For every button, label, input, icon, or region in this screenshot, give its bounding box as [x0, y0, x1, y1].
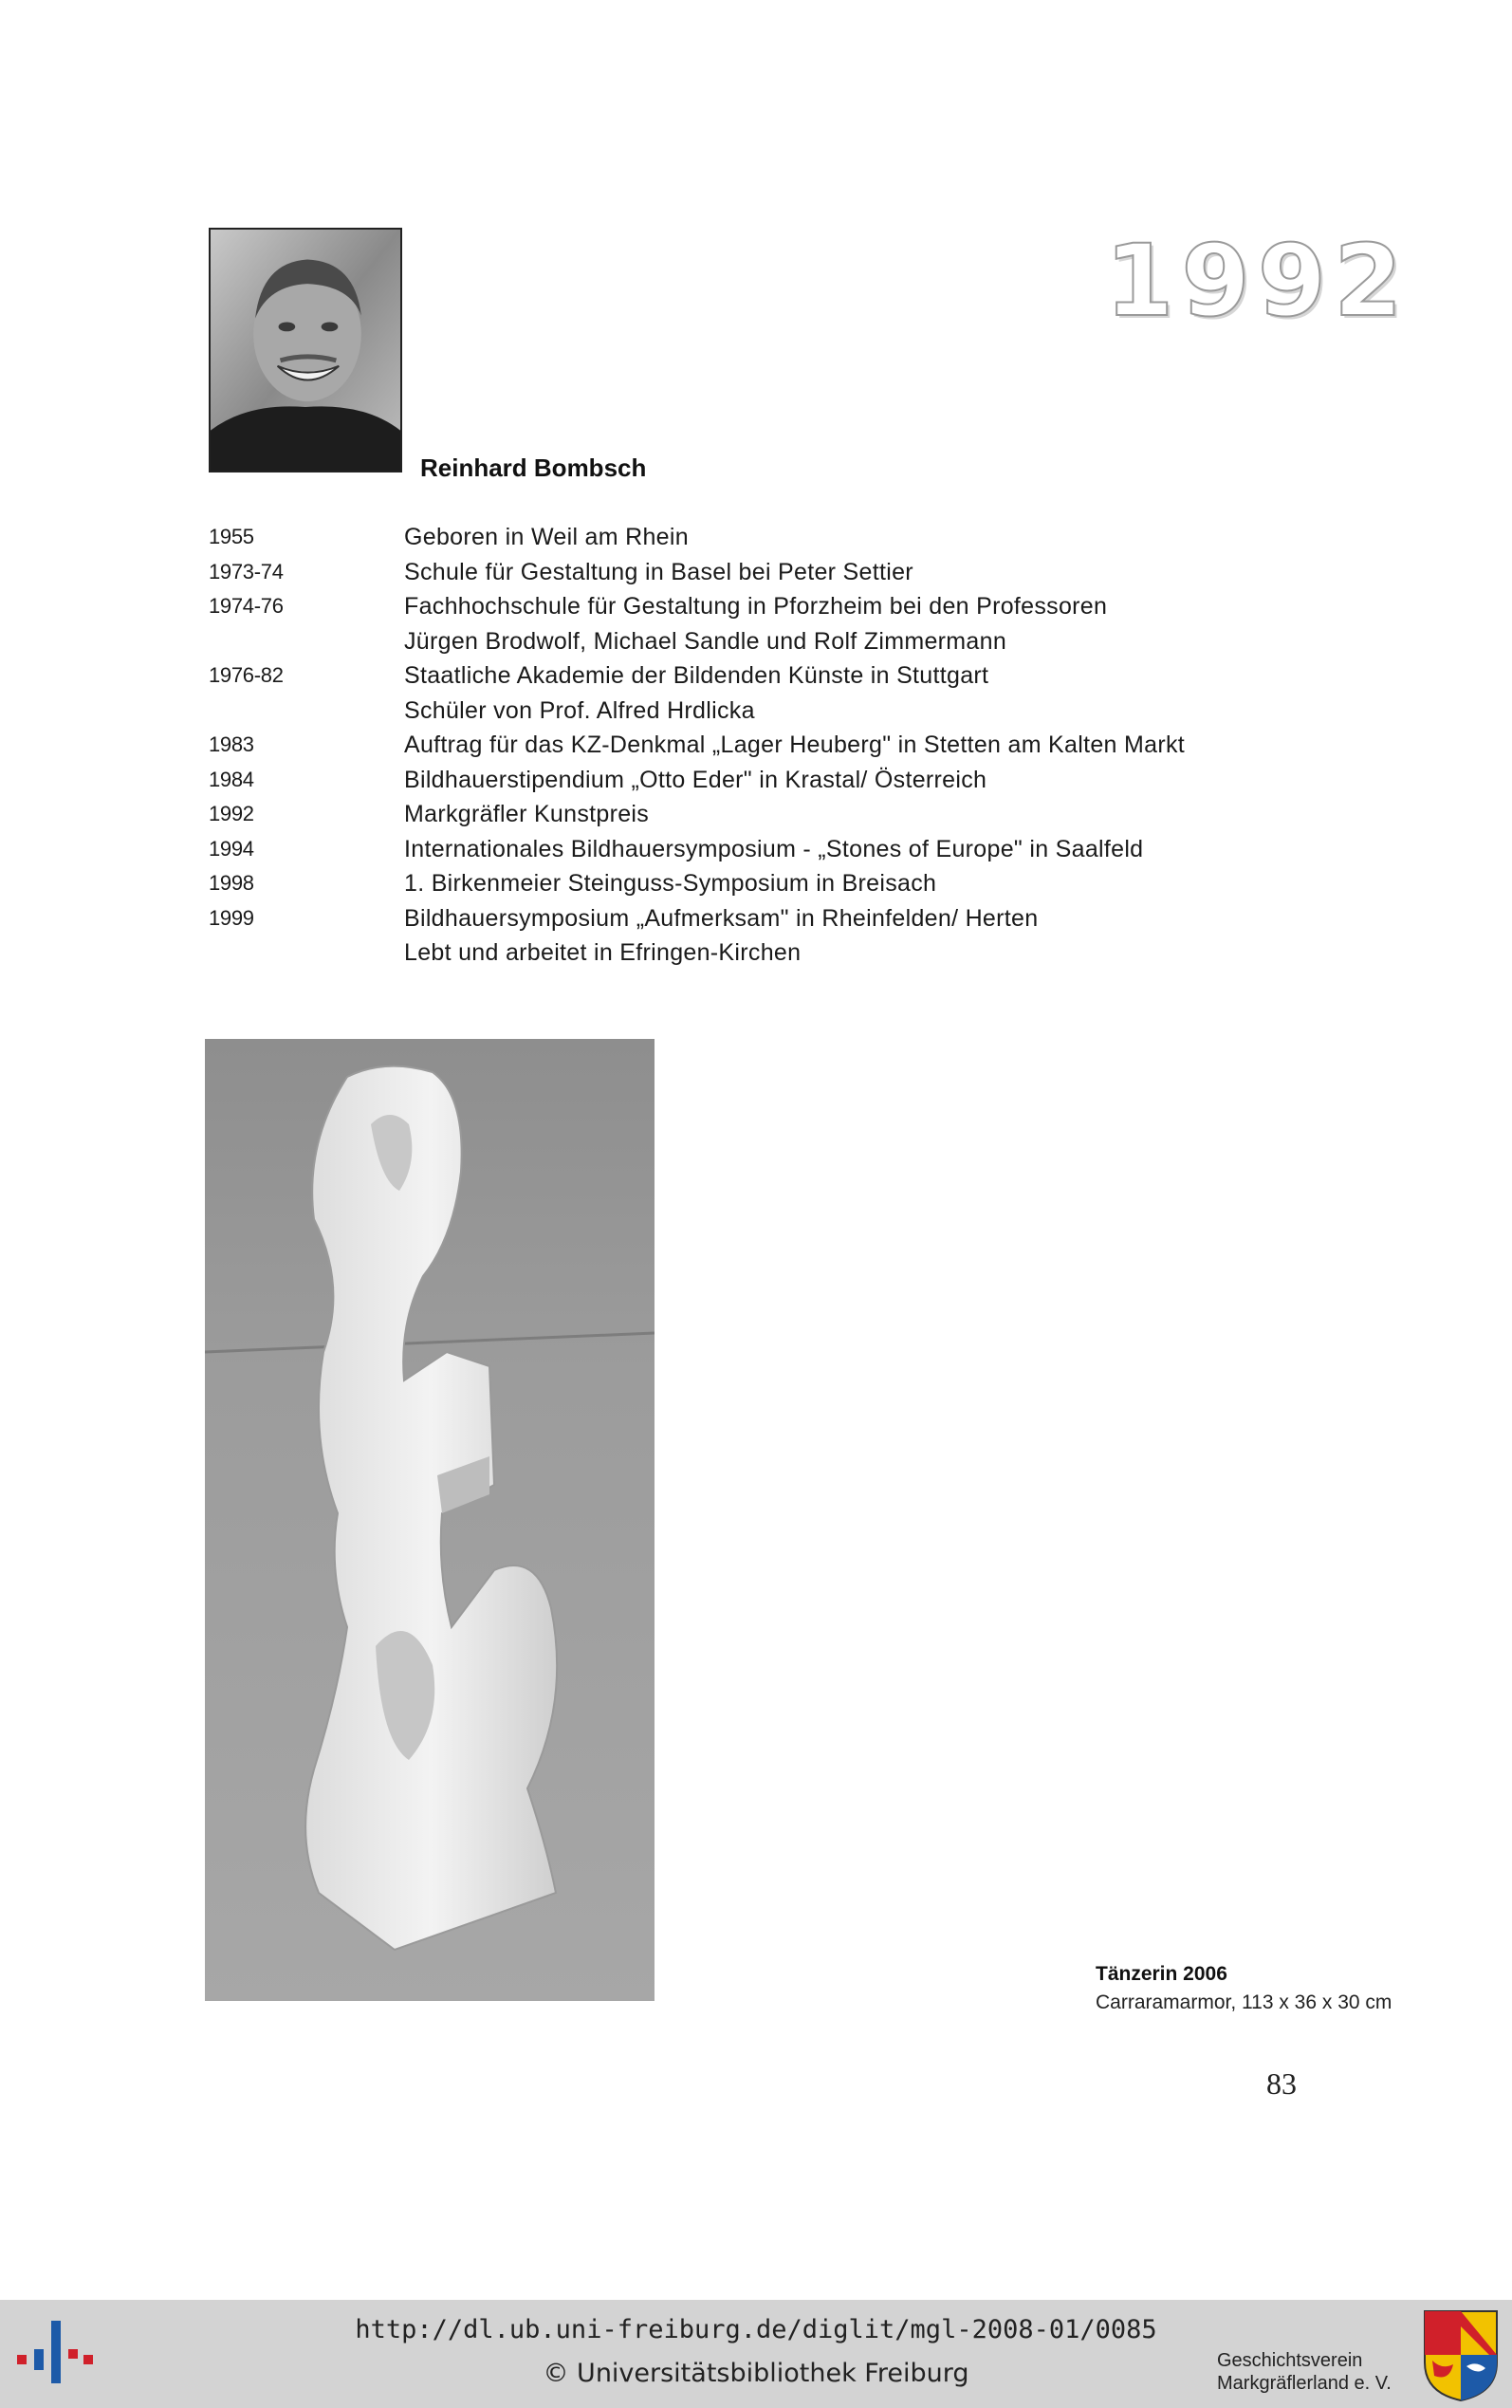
- biography-year: 1955: [209, 525, 254, 548]
- biography-entry: [209, 901, 1347, 971]
- biography-line: 1. Birkenmeier Steinguss-Symposium in Breisach: [404, 870, 937, 897]
- biography-line: Geboren in Weil am Rhein: [404, 524, 689, 550]
- caption-title: Tänzerin 2006: [1096, 1963, 1227, 1985]
- coat-of-arms-icon: [1421, 2307, 1501, 2402]
- artwork-caption: [1096, 1960, 1392, 2017]
- sculpture-photo: [205, 1039, 655, 2001]
- biography-entry: [209, 658, 1347, 728]
- biography-text: [404, 866, 1347, 901]
- biography-text: [404, 555, 1347, 590]
- society-line-2: Markgräflerland e. V.: [1217, 2373, 1392, 2394]
- biography-text: [404, 728, 1347, 763]
- biography-line: Fachhochschule für Gestaltung in Pforzheim bei den Professoren: [404, 593, 1108, 620]
- biography-year: 1973-74: [209, 559, 284, 583]
- biography-line: Jürgen Brodwolf, Michael Sandle und Rolf Zimmermann: [404, 627, 1007, 655]
- biography-entry: [209, 520, 1347, 555]
- biography-year: 1983: [209, 732, 254, 756]
- biography-year: 1994: [209, 836, 254, 861]
- biography-entry: [209, 589, 1347, 658]
- biography-line: Schüler von Prof. Alfred Hrdlicka: [404, 696, 755, 724]
- society-line-1: Geschichtsverein: [1217, 2350, 1363, 2371]
- footer-society-name: [1217, 2349, 1392, 2395]
- biography-text: [404, 797, 1347, 832]
- biography-line: Auftrag für das KZ-Denkmal „Lager Heuberg" in Stetten am Kalten Markt: [404, 732, 1185, 758]
- artist-portrait-photo: [209, 228, 402, 472]
- biography-line: Internationales Bildhauersymposium - „Stones of Europe" in Saalfeld: [404, 835, 1144, 862]
- footer-url-link[interactable]: http://dl.ub.uni-freiburg.de/diglit/mgl-2008-01/0085: [355, 2315, 1157, 2344]
- biography-entry: [209, 555, 1347, 590]
- caption-material: Carraramarmor, 113 x 36 x 30 cm: [1096, 1991, 1392, 2013]
- footer-copyright: © Universitätsbibliothek Freiburg: [543, 2359, 969, 2388]
- biography-text: [404, 589, 1347, 658]
- biography-year: 1992: [209, 802, 254, 825]
- biography-line: Markgräfler Kunstpreis: [404, 801, 650, 827]
- biography-line: Lebt und arbeitet in Efringen-Kirchen: [404, 939, 802, 966]
- biography-line: Staatliche Akademie der Bildenden Künste in Stuttgart: [404, 662, 989, 689]
- biography-entry: [209, 832, 1347, 867]
- year-heading: 1992: [1105, 223, 1411, 339]
- footer-bar: [0, 2300, 1512, 2408]
- biography-year: 1976-82: [209, 663, 284, 687]
- biography-text: [404, 658, 1347, 728]
- biography-list: [209, 520, 1347, 971]
- biography-text: [404, 832, 1347, 867]
- biography-text: [404, 901, 1347, 971]
- biography-year: 1998: [209, 871, 254, 895]
- biography-year: 1984: [209, 767, 254, 791]
- biography-entry: [209, 763, 1347, 798]
- biography-text: [404, 520, 1347, 555]
- page-number: 83: [1266, 2066, 1297, 2101]
- biography-year: 1999: [209, 905, 254, 930]
- biography-line: Bildhauerstipendium „Otto Eder" in Krastal/ Österreich: [404, 766, 987, 793]
- biography-line: Schule für Gestaltung in Basel bei Peter Settier: [404, 558, 913, 585]
- biography-entry: [209, 728, 1347, 763]
- biography-text: [404, 763, 1347, 798]
- artist-name: Reinhard Bombsch: [420, 454, 647, 482]
- biography-entry: [209, 866, 1347, 901]
- biography-line: Bildhauersymposium „Aufmerksam" in Rheinfelden/ Herten: [404, 904, 1039, 932]
- biography-entry: [209, 797, 1347, 832]
- biography-year: 1974-76: [209, 594, 284, 618]
